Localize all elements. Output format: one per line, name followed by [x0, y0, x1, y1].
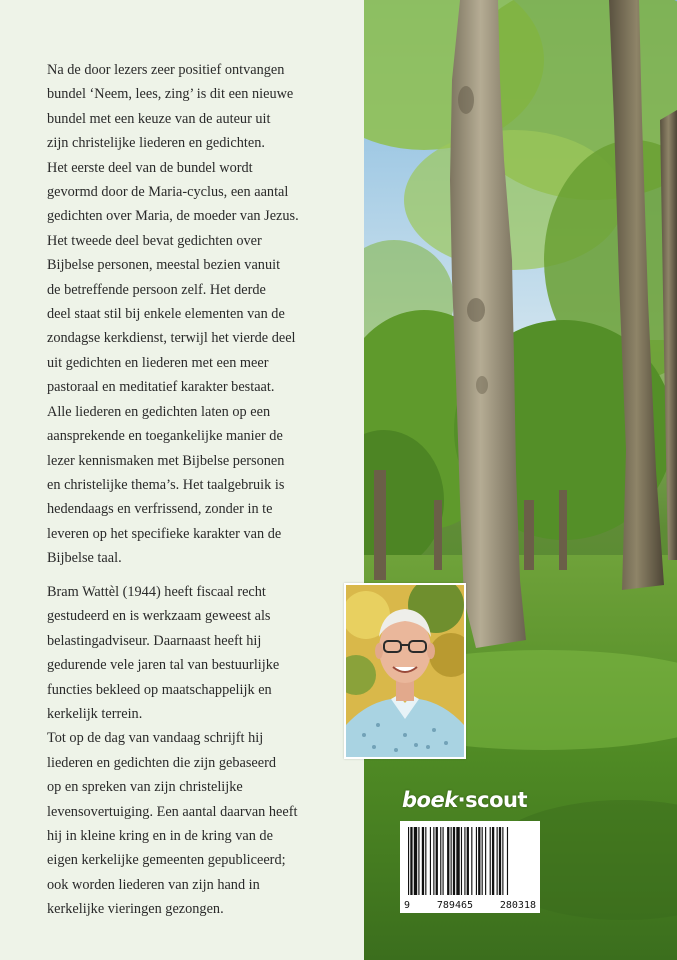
blurb-line: uit gedichten en liederen met een meer [47, 354, 269, 371]
blurb-line: Na de door lezers zeer positief ontvangen [47, 62, 285, 78]
barcode-bar [502, 827, 503, 895]
author-portrait [344, 583, 466, 759]
blurb-line: Bijbelse taal. [47, 550, 122, 567]
blurb-line: pastoraal en meditatief karakter bestaat. [47, 379, 275, 396]
barcode-bar [447, 827, 449, 895]
barcode-bar [485, 827, 486, 895]
barcode-bar [422, 827, 424, 895]
barcode-bar [471, 827, 472, 895]
barcode-bar [443, 827, 444, 895]
barcode-bar [408, 827, 409, 895]
bio-line: liederen en gedichten die zijn gebaseerd [47, 754, 277, 771]
barcode-bar [453, 827, 455, 895]
barcode-bar [410, 827, 412, 895]
forest-photo [364, 0, 677, 960]
barcode-bar [492, 827, 494, 895]
publisher-logo: boek·scout [402, 788, 528, 812]
barcode-bar [456, 827, 459, 895]
barcode-bar [461, 827, 462, 895]
bio-line: Bram Wattèl (1944) heeft fiscaal recht [47, 584, 266, 600]
isbn-first-digit: 9 [404, 900, 411, 911]
blurb-line: hedendaags en verfrissend, zonder in te [47, 501, 273, 518]
barcode-bars [400, 821, 540, 899]
blurb-line: aansprekende en toegankelijke manier de [47, 428, 283, 445]
bio-line: gedurende vele jaren tal van bestuurlijke [47, 657, 280, 674]
barcode-bar [433, 827, 434, 895]
barcode-bar [464, 827, 465, 895]
blurb-line: Het eerste deel van de bundel wordt [47, 159, 253, 176]
blurb-line: deel staat stil bij enkele elementen van de [47, 306, 285, 323]
bio-line: functies bekleed op maatschappelijk en [47, 681, 272, 698]
blurb-line: en christelijke thema’s. Het taalgebruik is [47, 476, 285, 493]
blurb-line: gedichten over Maria, de moeder van Jezus. [47, 208, 299, 225]
barcode-bar [414, 827, 417, 895]
blurb-line: Alle liederen en gedichten laten op een [47, 403, 271, 420]
barcode-bar [482, 827, 483, 895]
barcode-bar [497, 827, 498, 895]
bio-line: kerkelijke vieringen gezongen. [47, 901, 224, 918]
bio-line: kerkelijk terrein. [47, 706, 143, 723]
blurb-line: Bijbelse personen, meestal bezien vanuit [47, 257, 281, 274]
blurb-line: bundel met een keuze van de auteur uit [47, 110, 271, 127]
bio-line: op en spreken van zijn christelijke [47, 779, 243, 796]
barcode-bar [451, 827, 452, 895]
isbn-digits [400, 900, 540, 911]
barcode-bar [467, 827, 469, 895]
blurb-line: leveren op het specifieke karakter van de [47, 525, 282, 542]
barcode-bar [478, 827, 480, 895]
book-blurb [47, 58, 347, 571]
bio-line: eigen kerkelijke gemeenten gepubliceerd; [47, 852, 286, 869]
barcode-bar [440, 827, 441, 895]
blurb-line: gevormd door de Maria-cyclus, een aantal [47, 184, 289, 201]
author-bio [47, 580, 347, 922]
bio-line: Tot op de dag van vandaag schrijft hij [47, 730, 264, 747]
blurb-line: zijn christelijke liederen en gedichten. [47, 135, 265, 152]
barcode-bar [430, 827, 431, 895]
blurb-line: bundel ‘Neem, lees, zing’ is dit een nieuwe [47, 86, 294, 103]
barcode-bar [490, 827, 491, 895]
barcode-bar [436, 827, 438, 895]
bio-line: gestudeerd en is werkzaam geweest als [47, 608, 271, 625]
isbn-barcode [400, 821, 540, 913]
blurb-line: zondagse kerkdienst, terwijl het vierde deel [47, 330, 296, 347]
bio-line: levensovertuiging. Een aantal daarvan heeft [47, 803, 298, 820]
barcode-bar [476, 827, 477, 895]
isbn-group-1: 789465 [436, 900, 474, 911]
bio-line: belastingadviseur. Daarnaast heeft hij [47, 632, 262, 649]
isbn-group-2: 280318 [499, 900, 536, 911]
blurb-line: Het tweede deel bevat gedichten over [47, 232, 262, 249]
blurb-line: lezer kennismaken met Bijbelse personen [47, 452, 285, 469]
bio-line: ook worden liederen van zijn hand in [47, 876, 260, 893]
barcode-bar [425, 827, 426, 895]
blurb-line: de betreffende persoon zelf. Het derde [47, 281, 266, 298]
barcode-bar [499, 827, 501, 895]
barcode-bar [418, 827, 419, 895]
bio-line: hij in kleine kring en in de kring van de [47, 828, 273, 845]
barcode-bar [507, 827, 508, 895]
